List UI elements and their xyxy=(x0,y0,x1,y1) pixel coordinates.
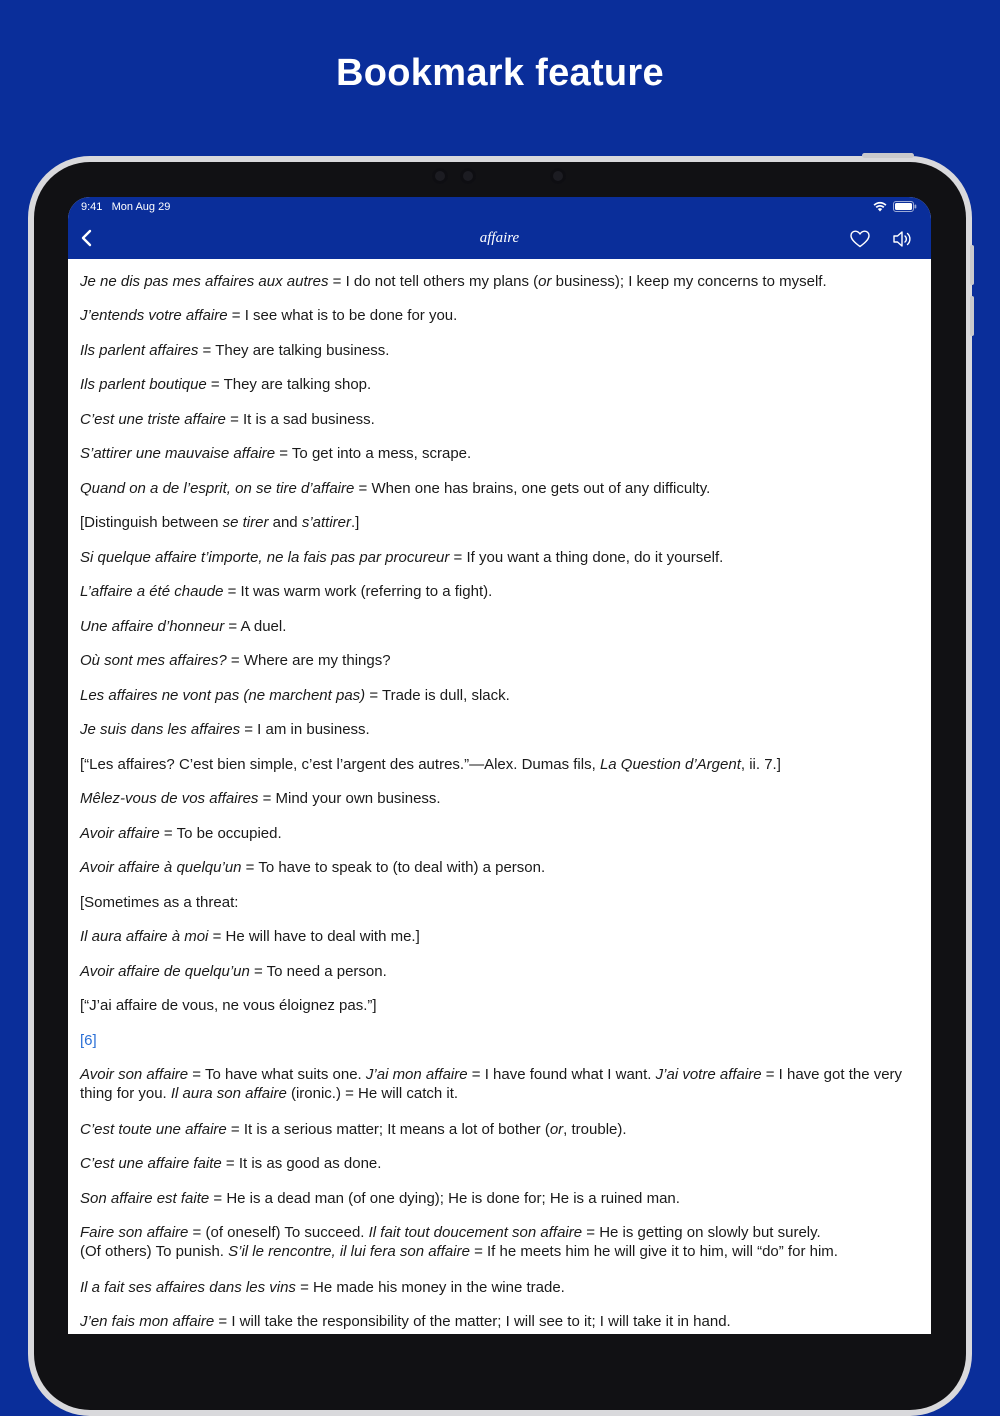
status-icons xyxy=(873,201,917,212)
feature-headline: Bookmark feature xyxy=(336,52,664,94)
entry-item xyxy=(80,824,920,843)
entry-text: = When one has brains, one gets out of any difficulty. xyxy=(354,480,711,497)
entry-item xyxy=(80,272,920,291)
heart-icon xyxy=(849,228,871,250)
entry-text: (Of others) To punish. xyxy=(80,1243,229,1260)
entry-item xyxy=(80,513,920,532)
entry-text: [“Les affaires? C’est bien simple, c’est l’argent des autres.”—Alex. Dumas fils, xyxy=(80,756,600,773)
french-phrase: S’attirer une mauvaise affaire xyxy=(80,445,276,462)
french-phrase: Les affaires ne vont pas (ne marchent pas) xyxy=(80,687,366,704)
french-phrase: Si quelque affaire t’importe, ne la fais pas par procureur xyxy=(80,549,450,566)
entry-item xyxy=(80,996,920,1015)
french-phrase: J’ai mon affaire xyxy=(365,1066,468,1083)
entry-item xyxy=(80,893,920,912)
entry-text: = To get into a mess, scrape. xyxy=(275,445,472,462)
entry-item xyxy=(80,755,920,774)
french-phrase: se tirer xyxy=(222,514,269,531)
entry-text: , ii. 7.] xyxy=(740,756,781,773)
french-phrase: Avoir affaire xyxy=(80,825,160,842)
french-phrase: Mêlez-vous de vos affaires xyxy=(80,790,259,807)
entry-text: = If you want a thing done, do it yourself. xyxy=(449,549,724,566)
entry-item xyxy=(80,927,920,946)
french-phrase: Il a fait ses affaires dans les vins xyxy=(80,1279,296,1296)
french-phrase: C’est une affaire faite xyxy=(80,1155,222,1172)
bookmark-button[interactable] xyxy=(849,228,871,250)
entry-item xyxy=(80,651,920,670)
battery-icon xyxy=(893,201,917,212)
french-phrase: or xyxy=(538,273,552,290)
entry-text: = I have got the very thing for you. xyxy=(80,1066,903,1102)
french-phrase: Avoir son affaire xyxy=(80,1066,189,1083)
entry-text: , trouble). xyxy=(563,1121,627,1138)
speaker-icon xyxy=(891,228,913,250)
entry-item xyxy=(80,341,920,360)
top-button xyxy=(862,153,914,158)
entry-item xyxy=(80,617,920,636)
entry-item xyxy=(80,1154,920,1173)
entry-text: = I have found what I want. xyxy=(467,1066,656,1083)
entry-text: = To have what suits one. xyxy=(188,1066,366,1083)
entry-item xyxy=(80,1223,920,1261)
entry-item xyxy=(80,720,920,739)
entry-text: [Distinguish between xyxy=(80,514,223,531)
page-title: affaire xyxy=(479,230,520,246)
entry-item xyxy=(80,375,920,394)
entry-item xyxy=(80,1189,920,1208)
french-phrase: Il aura son affaire xyxy=(170,1085,287,1102)
french-phrase: Quand on a de l’esprit, on se tire d’affaire xyxy=(80,480,355,497)
volume-up-button xyxy=(970,245,974,285)
french-phrase: J’en fais mon affaire xyxy=(80,1313,215,1330)
entry-text: [“J’ai affaire de vous, ne vous éloignez pas.”] xyxy=(80,997,377,1014)
french-phrase: Avoir affaire à quelqu’un xyxy=(80,859,242,876)
entry-item xyxy=(80,479,920,498)
entry-text: = It was warm work (referring to a fight). xyxy=(223,583,493,600)
entry-text: = A duel. xyxy=(224,618,287,635)
entry-text: [Sometimes as a threat: xyxy=(80,894,239,911)
entry-item xyxy=(80,1278,920,1297)
entry-text: = If he meets him he will give it to him, will “do” for him. xyxy=(469,1243,838,1260)
entry-item xyxy=(80,444,920,463)
entry-text: = Where are my things? xyxy=(226,652,391,669)
french-phrase: Une affaire d’honneur xyxy=(80,618,225,635)
entry-text: = (of oneself) To succeed. xyxy=(188,1224,369,1241)
entry-item xyxy=(80,306,920,325)
entry-text: = It is a serious matter; It means a lot of bother ( xyxy=(226,1121,550,1138)
entry-text: business); I keep my concerns to myself. xyxy=(551,273,827,290)
entry-text: = It is as good as done. xyxy=(221,1155,382,1172)
audio-button[interactable] xyxy=(891,228,913,250)
french-phrase: or xyxy=(549,1121,564,1138)
french-phrase: La Question d’Argent xyxy=(599,756,741,773)
entry-text: = They are talking shop. xyxy=(206,376,372,393)
french-phrase: J’ai votre affaire xyxy=(655,1066,762,1083)
app-screen xyxy=(68,197,931,1334)
navigation-bar xyxy=(68,197,931,259)
entry-text: = To have to speak to (to deal with) a person. xyxy=(241,859,546,876)
entry-text: (ironic.) = He will catch it. xyxy=(286,1085,459,1102)
french-phrase: C’est toute une affaire xyxy=(80,1121,227,1138)
entry-text: = They are talking business. xyxy=(198,342,390,359)
french-phrase: Il fait tout doucement son affaire xyxy=(368,1224,583,1241)
status-time: 9:41 Mon Aug 29 xyxy=(81,201,171,213)
entry-text: = He is a dead man (of one dying); He is done for; He is a ruined man. xyxy=(209,1190,680,1207)
entry-item xyxy=(80,962,920,981)
entry-text: = Mind your own business. xyxy=(258,790,441,807)
french-phrase: Avoir affaire de quelqu’un xyxy=(80,963,250,980)
french-phrase: Ils parlent boutique xyxy=(80,376,207,393)
french-phrase: L’affaire a été chaude xyxy=(80,583,224,600)
sensor-icon xyxy=(432,168,448,184)
entry-item xyxy=(80,858,920,877)
entry-item xyxy=(80,582,920,601)
sensor-icon xyxy=(550,168,566,184)
entry-text: = I am in business. xyxy=(240,721,370,738)
french-phrase: s’attirer xyxy=(301,514,351,531)
entry-item xyxy=(80,548,920,567)
entry-item xyxy=(80,1065,920,1103)
wifi-icon xyxy=(873,201,887,212)
french-phrase: Son affaire est faite xyxy=(80,1190,210,1207)
volume-down-button xyxy=(970,296,974,336)
french-phrase: Je ne dis pas mes affaires aux autres xyxy=(80,273,329,290)
entry-text: = I do not tell others my plans ( xyxy=(328,273,539,290)
french-phrase: Faire son affaire xyxy=(80,1224,189,1241)
french-phrase: J’entends votre affaire xyxy=(80,307,228,324)
entry-item xyxy=(80,789,920,808)
entry-item xyxy=(80,410,920,429)
entry-text: = I will take the responsibility of the matter; I will see to it; I will take it in hand. xyxy=(214,1313,731,1330)
entry-item xyxy=(80,686,920,705)
entry-text: and xyxy=(268,514,302,531)
reference-link[interactable]: [6] xyxy=(80,1032,97,1049)
entry-text: = To be occupied. xyxy=(159,825,282,842)
entry-text: .] xyxy=(351,514,360,531)
entry-item xyxy=(80,1312,920,1331)
french-phrase: Je suis dans les affaires xyxy=(80,721,241,738)
entry-text: = He is getting on slowly but surely. xyxy=(582,1224,821,1241)
entry-item xyxy=(80,1031,920,1050)
french-phrase: C’est une triste affaire xyxy=(80,411,226,428)
camera-icon xyxy=(460,168,476,184)
entry-text: = Trade is dull, slack. xyxy=(365,687,510,704)
french-phrase: Où sont mes affaires? xyxy=(80,652,227,669)
entry-text: = He will have to deal with me.] xyxy=(208,928,420,945)
entry-text: = To need a person. xyxy=(249,963,387,980)
french-phrase: S’il le rencontre, il lui fera son affaire xyxy=(228,1243,470,1260)
entry-item xyxy=(80,1120,920,1139)
french-phrase: Il aura affaire à moi xyxy=(80,928,209,945)
entry-text: = He made his money in the wine trade. xyxy=(295,1279,565,1296)
entry-text: = It is a sad business. xyxy=(225,411,375,428)
french-phrase: Ils parlent affaires xyxy=(80,342,199,359)
entry-text: = I see what is to be done for you. xyxy=(227,307,458,324)
